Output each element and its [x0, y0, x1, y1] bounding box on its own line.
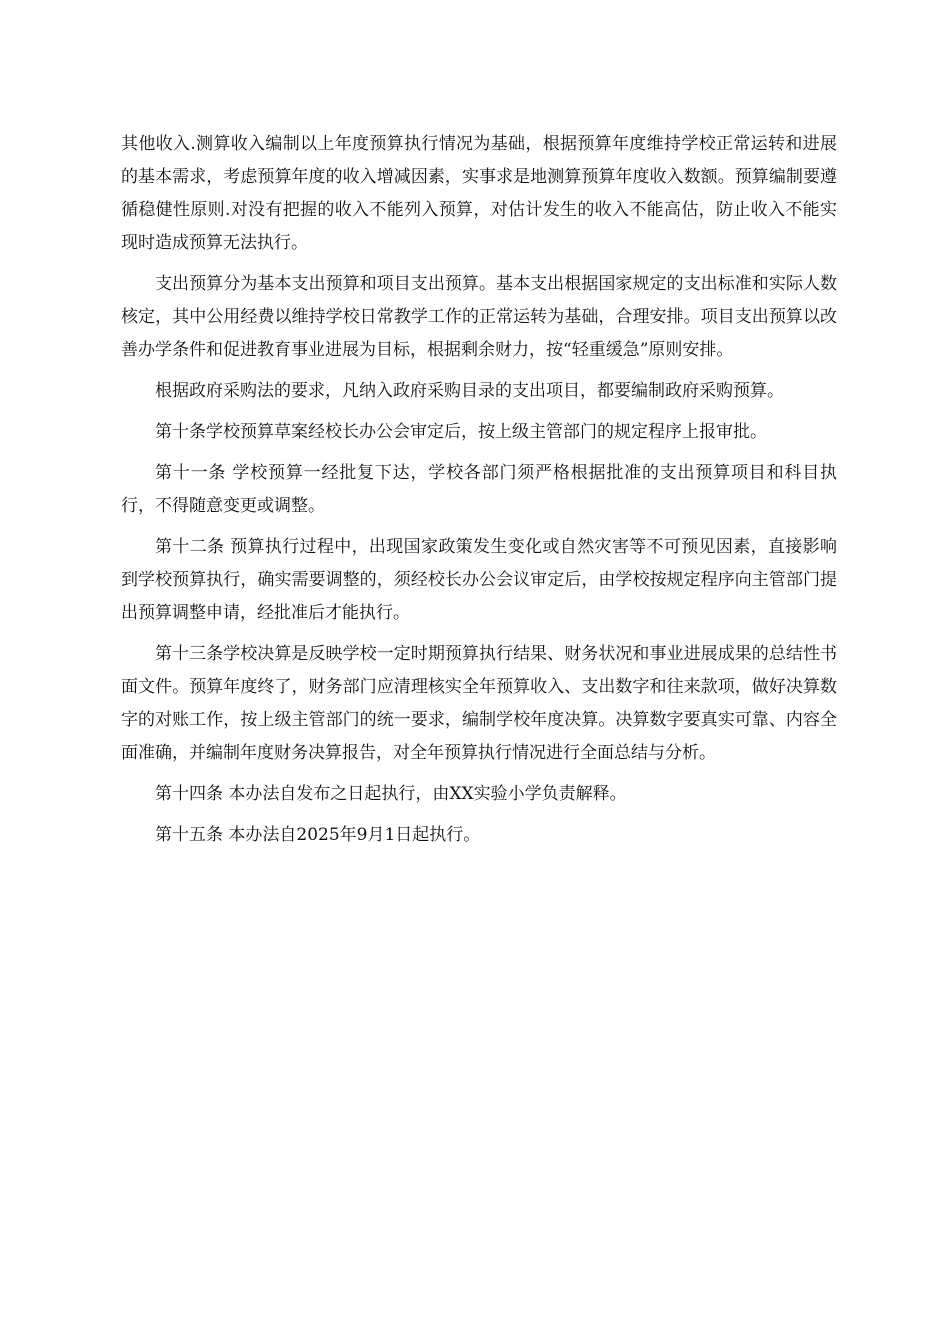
paragraph-income-continued: 其他收入.测算收入编制以上年度预算执行情况为基础，根据预算年度维持学校正常运转和进展的基本需求，考虑预算年度的收入增减因素，实事求是地测算预算年度收入数额。预算编制要遵循稳健性原则.对没有把握的收入不能列入预算，对估计发生的收入不能高估，防止收入不能实现时造成预算无法执行。: [121, 134, 837, 253]
paragraph-article-14: 第十四条 本办法自发布之日起执行，由XX实验小学负责解释。: [155, 784, 627, 804]
paragraph-article-11: 第十一条 学校预算一经批复下达，学校各部门须严格根据批准的支出预算项目和科目执行，不得随意变更或调整。: [121, 463, 837, 516]
paragraph-article-15: 第十五条 本办法自2025年9月1日起执行。: [155, 825, 481, 845]
paragraph-article-13: 第十三条学校决算是反映学校一定时期预算执行结果、财务状况和事业进展成果的总结性书面文件。预算年度终了，财务部门应清理核实全年预算收入、支出数字和往来款项，做好决算数字的对账工作，按上级主管部门的统一要求，编制学校年度决算。决算数字要真实可靠、内容全面准确，并编制年度财务决算报告，对全年预算执行情况进行全面总结与分析。: [121, 644, 837, 763]
document-body: [121, 128, 837, 860]
paragraph-article-12: 第十二条 预算执行过程中，出现国家政策发生变化或自然灾害等不可预见因素，直接影响到学校预算执行，确实需要调整的，须经校长办公会议审定后，由学校按规定程序向主管部门提出预算调整申请，经批准后才能执行。: [121, 537, 837, 623]
paragraph-article-10: 第十条学校预算草案经校长办公会审定后，按上级主管部门的规定程序上报审批。: [155, 422, 767, 442]
paragraph-government-procurement: 根据政府采购法的要求，凡纳入政府采购目录的支出项目，都要编制政府采购预算。: [155, 381, 784, 401]
paragraph-expenditure-budget: 支出预算分为基本支出预算和项目支出预算。基本支出根据国家规定的支出标准和实际人数核定，其中公用经费以维持学校日常教学工作的正常运转为基础，合理安排。项目支出预算以改善办学条件和促进教育事业进展为目标，根据剩余财力，按“轻重缓急”原则安排。: [121, 274, 837, 360]
